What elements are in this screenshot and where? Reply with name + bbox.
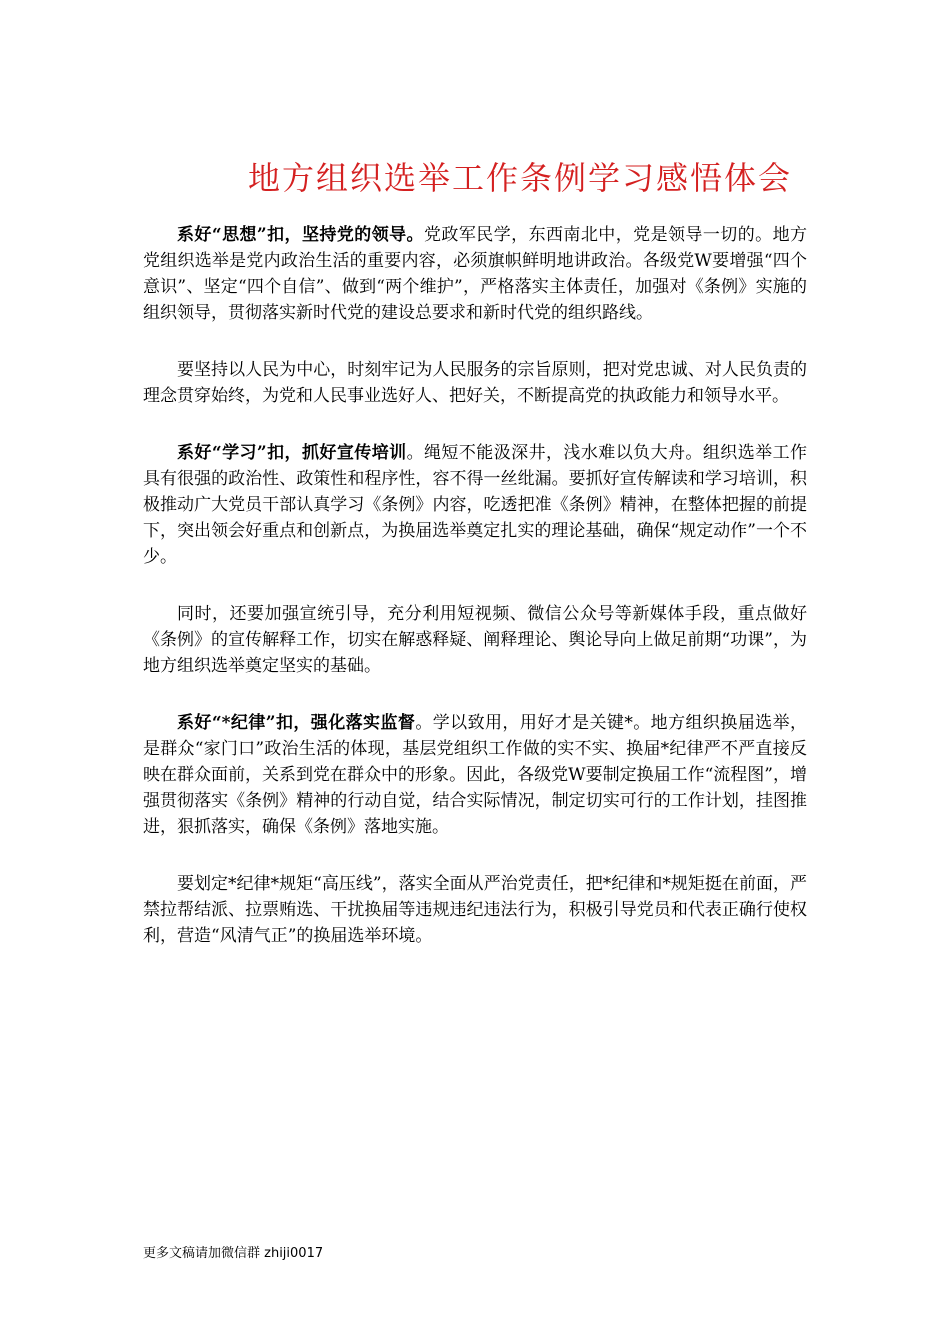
- paragraph-text: 。学以致用，用好才是关键*。地方组织换届选举，是群众“家门口”政治生活的体现，基层党组织工作做的实不实、换届*纪律严不严直接反映在群众面前，关系到党在群众中的形象。因此，各级党W要制定换届工作“流程图”，增强贯彻落实《条例》精神的行动自觉，结合实际情况，制定切实可行的工作计划，挂图推进，狠抓落实，确保《条例》落地实施。: [143, 713, 808, 837]
- paragraph-5: [143, 710, 807, 840]
- paragraph-4: [143, 601, 807, 679]
- paragraph-lead: 系好“*纪律”扣，强化落实监督: [177, 713, 416, 733]
- paragraph-text: 同时，还要加强宣统引导，充分利用短视频、微信公众号等新媒体手段，重点做好《条例》的宣传解释工作，切实在解惑释疑、阐释理论、舆论导向上做足前期“功课”，为地方组织选举奠定坚实的基础。: [143, 604, 807, 676]
- paragraph-lead: 系好“学习”扣，抓好宣传培训: [177, 443, 407, 463]
- paragraph-text: 要划定*纪律*规矩“高压线”，落实全面从严治党责任，把*纪律和*规矩挺在前面，严禁拉帮结派、拉票贿选、干扰换届等违规违纪违法行为，积极引导党员和代表正确行使权利，营造“风清气正”的换届选举环境。: [143, 874, 807, 946]
- document-title: 地方组织选举工作条例学习感悟体会: [247, 159, 792, 197]
- paragraph-3: [143, 440, 807, 570]
- paragraph-lead: 系好“思想”扣，坚持党的领导。: [177, 225, 424, 245]
- paragraph-text: 。绳短不能汲深井，浅水难以负大舟。组织选举工作具有很强的政治性、政策性和程序性，容不得一丝纰漏。要抓好宣传解读和学习培训，积极推动广大党员干部认真学习《条例》内容，吃透把准《条例》精神，在整体把握的前提下，突出领会好重点和创新点，为换届选举奠定扎实的理论基础，确保“规定动作”一个不少。: [143, 443, 807, 567]
- paragraph-2: [143, 357, 807, 409]
- document-body: [143, 222, 807, 980]
- footer-note: 更多文稿请加微信群 zhiji0017: [143, 1246, 324, 1261]
- paragraph-6: [143, 871, 807, 949]
- paragraph-text: 要坚持以人民为中心，时刻牢记为人民服务的宗旨原则，把对党忠诚、对人民负责的理念贯穿始终，为党和人民事业选好人、把好关，不断提高党的执政能力和领导水平。: [143, 360, 807, 406]
- paragraph-1: [143, 222, 807, 326]
- paragraph-text: 党政军民学，东西南北中，党是领导一切的。地方党组织选举是党内政治生活的重要内容，必须旗帜鲜明地讲政治。各级党W要增强“四个意识”、坚定“四个自信”、做到“两个维护”，严格落实主体责任，加强对《条例》实施的组织领导，贯彻落实新时代党的建设总要求和新时代党的组织路线。: [143, 225, 808, 323]
